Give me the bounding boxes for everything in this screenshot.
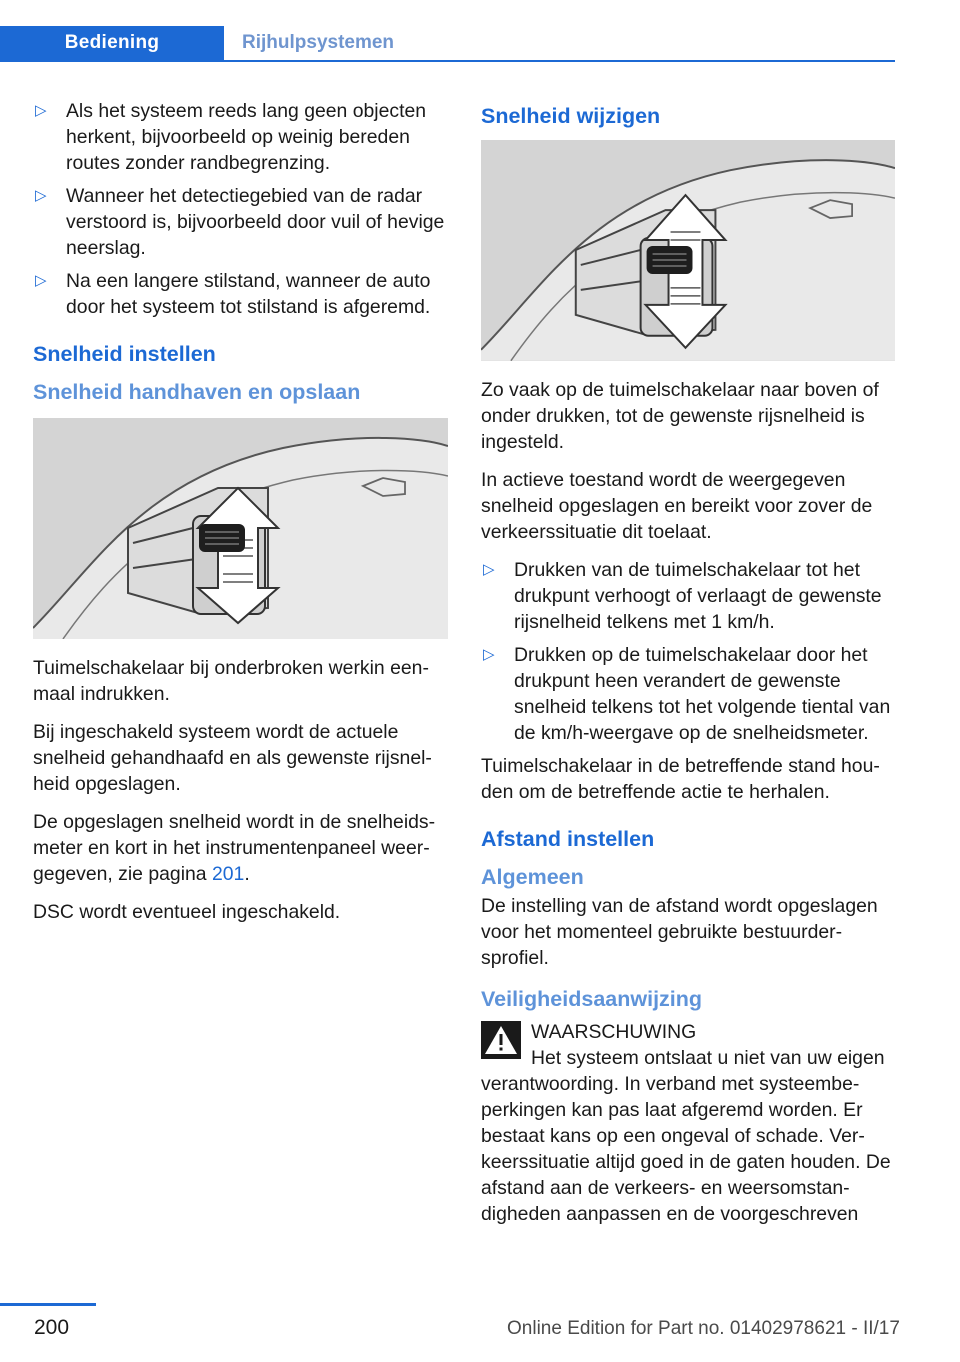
bullet-triangle-icon: ▷: [35, 187, 47, 204]
paragraph: De opgeslagen snelheid wordt in de snelheidsmeter en kort in het instrumentenpaneel weergegeven, zie pagina 201.: [33, 811, 436, 885]
section-heading: Snelheid instellen: [33, 342, 216, 366]
header-tab-bar: [0, 26, 895, 62]
subsection-heading: Algemeen: [481, 865, 584, 889]
list-item: ▷ Wanneer het detectiegebied van de radar verstoord is, bijvoorbeeld door vuil of hevige neerslag.: [35, 185, 445, 259]
tab-rijhulpsystemen[interactable]: Rijhulpsystemen: [242, 32, 395, 53]
warning-triangle-icon: [481, 1021, 521, 1059]
warning-title: WAARSCHUWING: [531, 1021, 697, 1043]
section-heading: Snelheid wijzigen: [481, 104, 661, 128]
warning-text: Het systeem ontslaat u niet van uw eigen verantwoording. In verband met systeembeperkingen kan pas laat afgeremd worden. Er bestaat kans op een ongeval of schade. Verkeerssituatie altijd goed in de gaten houden. De afstand aan de verkeers- en weersomstandigheden aanpassen en de voorgeschreven: [481, 1047, 891, 1225]
right-column: [481, 98, 895, 1239]
paragraph: In actieve toestand wordt de weergegeven snelheid opgeslagen en bereikt voor zover de verkeerssituatie dit toelaat.: [481, 469, 873, 543]
bullet-triangle-icon: ▷: [483, 646, 495, 663]
section-heading: Afstand instellen: [481, 827, 655, 851]
list-item: ▷ Als het systeem reeds lang geen objecten herkent, bijvoorbeeld op weinig bereden routes zonder randbegrenzing.: [35, 100, 427, 174]
tab-bediening[interactable]: Bediening: [0, 26, 224, 60]
bullet-triangle-icon: ▷: [35, 272, 47, 289]
list-item: ▷ Na een langere stilstand, wanneer de auto door het systeem tot stilstand is afgeremd.: [35, 270, 431, 318]
list-item: ▷ Drukken op de tuimelschakelaar door het drukpunt heen verandert de gewenste snelheid telkens tot het volgende tiental van de km/h-weergave op de snelheidsmeter.: [483, 644, 891, 744]
steering-wheel-switch-illustration: [33, 418, 448, 639]
footer-edition: Online Edition for Part no. 01402978621 - II/17: [507, 1318, 900, 1339]
page-number-bar: [0, 1303, 96, 1306]
bullet-triangle-icon: ▷: [483, 561, 495, 578]
subsection-heading: Veiligheidsaanwijzing: [481, 987, 703, 1011]
paragraph: DSC wordt eventueel ingeschakeld.: [33, 901, 341, 923]
header-rule: [0, 60, 895, 62]
list-item: ▷ Drukken van de tuimelschakelaar tot het drukpunt verhoogt of verlaagt de gewenste rijsnelheid telkens met 1 km/h.: [483, 559, 882, 633]
paragraph: Tuimelschakelaar bij onderbroken werkin eenmaal indrukken.: [33, 657, 429, 705]
right-bullet-list: [481, 557, 895, 746]
bullet-triangle-icon: ▷: [35, 102, 47, 119]
steering-wheel-rocker-switch-icon: [33, 418, 448, 639]
steering-wheel-switch-illustration: [481, 140, 895, 361]
left-column: [33, 98, 448, 937]
paragraph: De instelling van de afstand wordt opgeslagen voor het momenteel gebruikte bestuurdersprofiel.: [481, 895, 878, 969]
warning-block: [481, 1019, 895, 1045]
subsection-heading: Snelheid handhaven en opslaan: [33, 380, 361, 404]
left-bullet-list: [33, 98, 448, 320]
page-number: 200: [34, 1316, 70, 1339]
steering-wheel-rocker-switch-icon: [481, 140, 895, 361]
paragraph: Zo vaak op de tuimelschakelaar naar boven of onder drukken, tot de gewenste rijsnelheid is ingesteld.: [481, 379, 879, 453]
paragraph: Tuimelschakelaar in de betreffende stand houden om de betreffende actie te herhalen.: [481, 755, 880, 803]
paragraph: Bij ingeschakeld systeem wordt de actuele snelheid gehandhaafd en als gewenste rijsnelheid opgeslagen.: [33, 721, 432, 795]
page-link[interactable]: 201: [211, 863, 245, 885]
